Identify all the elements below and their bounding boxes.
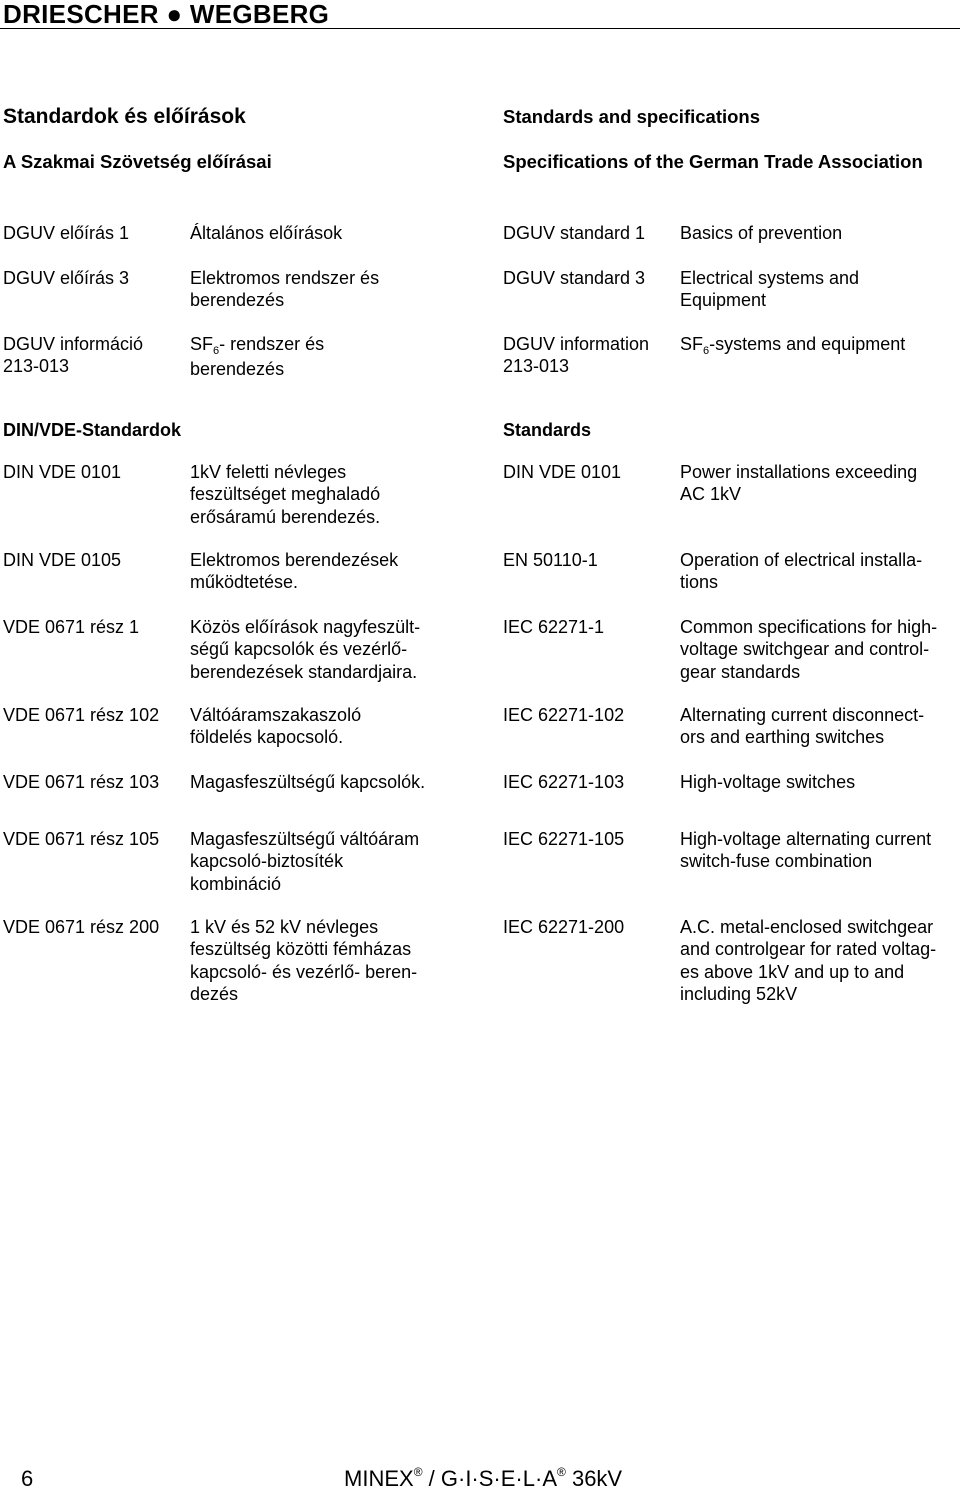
sf6-suffix: -systems and equipment	[709, 334, 906, 354]
standard-row-en-desc: Operation of electrical installa- tions	[680, 550, 923, 593]
sf6-prefix: SF	[680, 334, 704, 354]
page-number: 6	[21, 1466, 34, 1491]
dguv-row-hu-code: DGUV információ 213-013	[3, 334, 144, 377]
standard-row-hu-desc: Elektromos berendezések működtetése.	[190, 550, 399, 593]
dguv-row-hu-desc: Elektromos rendszer és berendezés	[190, 268, 380, 311]
product-gisela: G·I·S·E·L·A	[440, 1466, 557, 1491]
standard-row-hu-code: VDE 0671 rész 103	[3, 772, 160, 792]
sf6-subscript: 6	[703, 345, 710, 357]
standard-row-hu-desc: Magasfeszültségű váltóáram kapcsoló-biztosíték kombináció	[190, 829, 420, 894]
product-separator: /	[422, 1466, 441, 1491]
standard-row-en-code: IEC 62271-1	[503, 617, 605, 637]
standard-row-hu-code: VDE 0671 rész 200	[3, 917, 160, 937]
dguv-row-en-code: DGUV standard 1	[503, 223, 646, 243]
standard-row-hu-code: VDE 0671 rész 1	[3, 617, 140, 637]
standard-row-en-code: IEC 62271-200	[503, 917, 625, 937]
dguv-row-en-code: DGUV information 213-013	[503, 334, 650, 377]
dguv-row-en-desc: Basics of prevention	[680, 223, 843, 243]
dguv-row-en-desc	[680, 333, 905, 358]
product-line	[344, 1466, 622, 1492]
standard-row-hu-code: DIN VDE 0101	[3, 462, 122, 482]
standard-row-en-desc: High-voltage switches	[680, 772, 856, 792]
standard-row-hu-desc: 1 kV és 52 kV névleges feszültség közötti fémházas kapcsoló- és vezérlő- beren- dezés	[190, 917, 418, 1004]
standards-heading: Standards	[503, 420, 592, 440]
standard-row-hu-desc: Magasfeszültségű kapcsolók.	[190, 772, 426, 792]
sf6-prefix: SF	[190, 334, 214, 354]
standard-row-hu-code: VDE 0671 rész 102	[3, 705, 160, 725]
standard-row-en-code: DIN VDE 0101	[503, 462, 622, 482]
din-vde-heading: DIN/VDE-Standardok	[3, 420, 182, 440]
standard-row-en-desc: High-voltage alternating current switch-fuse combination	[680, 829, 932, 872]
standard-row-hu-desc: Váltóáramszakaszoló földelés kapocsoló.	[190, 705, 362, 748]
standard-row-en-code: IEC 62271-103	[503, 772, 625, 792]
standard-row-en-desc: Power installations exceeding AC 1kV	[680, 462, 918, 505]
standard-row-hu-code: DIN VDE 0105	[3, 550, 122, 570]
standard-row-en-code: IEC 62271-105	[503, 829, 625, 849]
hu-subtitle: A Szakmai Szövetség előírásai	[3, 151, 272, 172]
product-rating: 36kV	[565, 1466, 623, 1491]
standard-row-hu-code: VDE 0671 rész 105	[3, 829, 160, 849]
standard-row-en-desc: Alternating current disconnect- ors and earthing switches	[680, 705, 925, 748]
standard-row-en-desc: A.C. metal-enclosed switchgear and controlgear for rated voltag- es above 1kV and up to and including 52kV	[680, 917, 937, 1004]
brand-header: DRIESCHER ● WEGBERG	[3, 0, 330, 29]
dguv-row-hu-code: DGUV előírás 3	[3, 268, 130, 288]
registered-mark: ®	[413, 1465, 423, 1479]
en-title: Standards and specifications	[503, 106, 761, 127]
product-minex: MINEX	[344, 1466, 414, 1491]
dguv-row-hu-desc	[190, 333, 324, 381]
standard-row-hu-desc: 1kV feletti névleges feszültséget meghaladó erősáramú berendezés.	[190, 462, 381, 527]
standard-row-en-code: IEC 62271-102	[503, 705, 625, 725]
header-rule	[0, 28, 960, 29]
dguv-row-en-code: DGUV standard 3	[503, 268, 646, 288]
standard-row-en-code: EN 50110-1	[503, 550, 598, 570]
standard-row-hu-desc: Közös előírások nagyfeszült- ségű kapcsolók és vezérlő- berendezések standardjaira.	[190, 617, 421, 682]
registered-mark: ®	[557, 1465, 566, 1479]
en-subtitle: Specifications of the German Trade Association	[503, 151, 923, 172]
sf6-suffix: - rendszer és berendezés	[190, 334, 325, 380]
dguv-row-hu-desc: Általános előírások	[190, 223, 343, 243]
sf6-subscript: 6	[213, 345, 220, 357]
dguv-row-en-desc: Electrical systems and Equipment	[680, 268, 860, 311]
dguv-row-hu-code: DGUV előírás 1	[3, 223, 130, 243]
hu-title: Standardok és előírások	[3, 105, 246, 128]
standard-row-en-desc: Common specifications for high- voltage switchgear and control- gear standards	[680, 617, 938, 682]
